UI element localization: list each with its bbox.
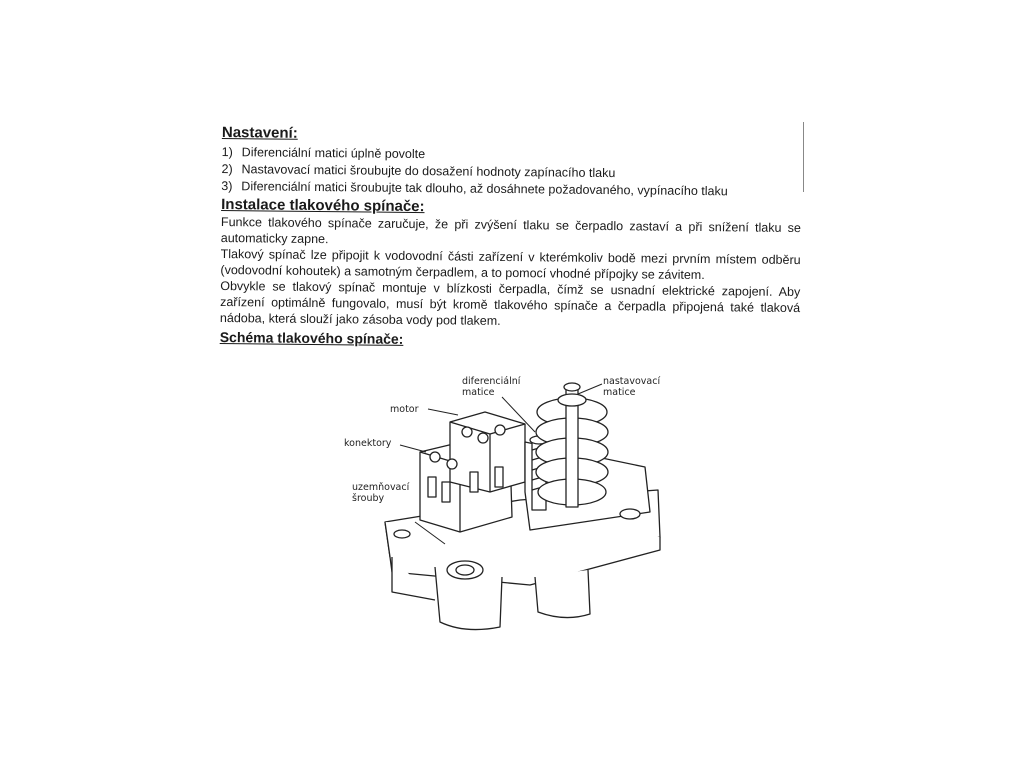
label-line: matice	[462, 387, 495, 398]
label-line: uzemňovací	[352, 482, 410, 493]
section-heading-nastaveni: Nastavení:	[221, 124, 298, 142]
paragraph: Obvykle se tlakový spínač montuje v blízkosti čerpadla, čímž se usnadní elektrické zapojení. Aby zařízení optimálně fungovalo, musí být kromě tlakového spínače a čerpadla připojená také tlaková nádoba, která slouží jako zásoba vody pod tlakem.	[219, 278, 801, 328]
nastaveni-list	[221, 144, 802, 201]
label-konektory: konektory	[344, 438, 392, 449]
label-line: nastavovací	[603, 376, 661, 387]
label-motor: motor	[390, 404, 419, 415]
list-number: 3)	[221, 178, 233, 194]
list-text: Diferenciální matici úplně povolte	[241, 145, 426, 162]
section-heading-instalace: Instalace tlakového spínače:	[221, 195, 425, 216]
document-text	[220, 124, 802, 352]
label-line: šrouby	[352, 493, 385, 504]
label-nastavovaci-matice	[603, 376, 660, 398]
paragraph: Tlakový spínač lze připojit k vodovodní části zařízení v kterémkoliv bodě mezi prvním místem odběru (vodovodní kohoutek) a samotným čerpadlem, a to pomocí vhodné přípojky se závitem.	[220, 246, 801, 283]
list-number: 2)	[221, 161, 233, 177]
label-line: diferenciální	[462, 376, 521, 387]
list-number: 1)	[221, 144, 233, 160]
pressure-switch-diagram	[340, 372, 670, 637]
section-heading-schema: Schéma tlakového spínače:	[219, 328, 404, 347]
scan-edge-line	[803, 122, 804, 192]
list-text: Nastavovací matici šroubujte do dosažení hodnoty zapínacího tlaku	[241, 162, 616, 181]
paragraph: Funkce tlakového spínače zaručuje, že při zvýšení tlaku se čerpadlo zastaví a při snížení tlaku se automaticky zapne.	[220, 214, 802, 247]
label-line: matice	[603, 387, 636, 398]
label-diferencialni-matice	[462, 376, 520, 398]
label-uzemnovaci-srouby	[352, 482, 409, 504]
list-text: Diferenciální matici šroubujte tak dlouho, až dosáhnete požadovaného, vypínacího tlaku	[241, 179, 728, 199]
